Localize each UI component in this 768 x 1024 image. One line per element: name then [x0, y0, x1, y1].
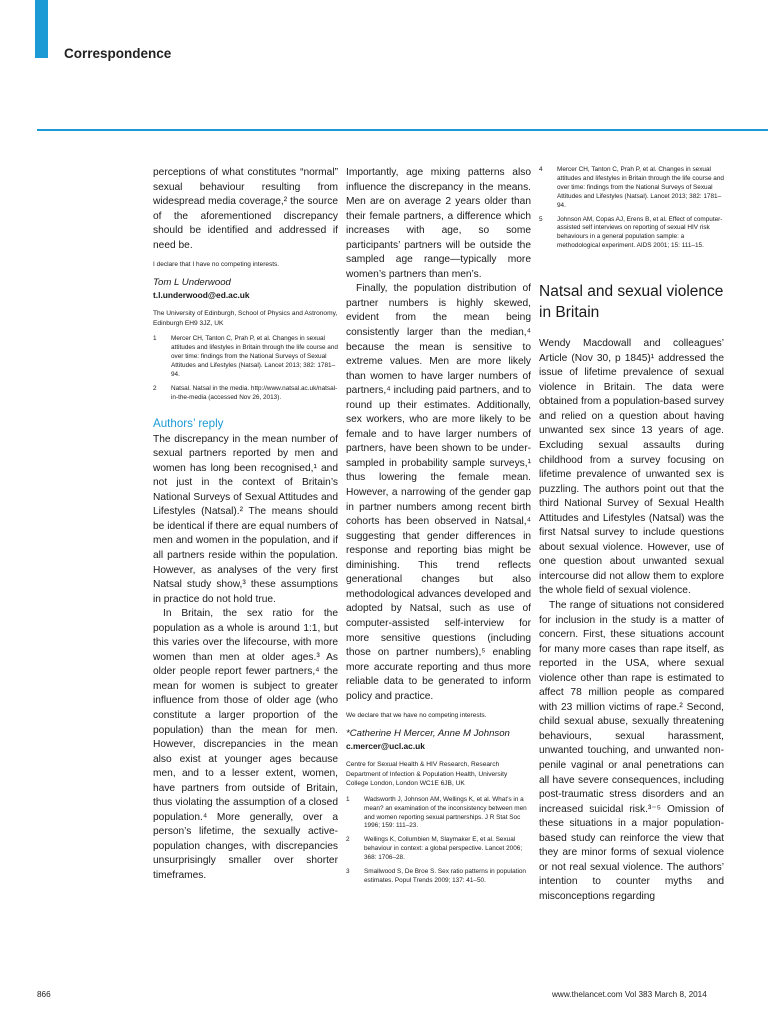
body-paragraph: perceptions of what constitutes “normal” sexual behaviour resulting from widespread media coverage,² the source of the aforementioned discrepancy should be identified and addressed if need be.: [153, 167, 338, 251]
reference-item: 3 Smallwood S, De Broe S. Sex ratio patterns in population estimates. Popul Trends 2009; 137: 41–50.: [346, 868, 526, 884]
reference-item: 1 Mercer CH, Tanton C, Prah P, et al. Changes in sexual attitudes and lifestyles in Britain through the life course and over time: findings from the National Surveys of Sexual Attitudes and Lifestyles (Natsal). Lancet 2013; 382: 1781–94.: [153, 335, 338, 378]
header-rule: [37, 129, 768, 131]
body-paragraph: Wendy Macdowall and colleagues’ Article (Nov 30, p 1845)¹ addressed the issue of lifetime prevalence of sexual violence in Britain. The data were obtained from a population-based survey and relied on a question about having unwanted sex since 13 years of age. Excluding sexual assaults during childhood from a survey focusing on lifetime prevalence of unwanted sex is puzzling. The authors point out that the third National Survey of Sexual Health Attitudes and Lifestyles (Natsal) was the first Natsal survey to include questions about sexual violence. However, use of one question about unwanted sexual intercourse did not allow them to explore the whole field of sexual violence.: [539, 338, 724, 597]
column-3: [539, 166, 724, 904]
issue-date: March 8, 2014: [654, 990, 707, 999]
author-email[interactable]: t.l.underwood@ed.ac.uk: [153, 290, 250, 301]
body-paragraph: Importantly, age mixing patterns also influence the discrepancy in the means. Men are on average 2 years older than their female partners, a difference which increases with age, so some participants’ partners will be outside the sampled age range—typically more women’s partners than men’s.: [346, 167, 531, 280]
reply-heading: Authors’ reply: [153, 416, 224, 430]
body-paragraph: The discrepancy in the mean number of sexual partners reported by men and women has long been recognised,¹ and not just in the context of Britain’s National Surveys of Sexual Attitudes and Lifestyles (Natsal).² The means should be identical if there are equal numbers of men and women in the population, and if all partners reside within the population. However, as analyses of the very first Natsal study show,³ these assumptions in practice do not hold true.: [153, 433, 338, 605]
reference-list: [539, 166, 724, 251]
reference-item: 4 Mercer CH, Tanton C, Prah P, et al. Changes in sexual attitudes and lifestyles in Britain through the life course and over time: findings from the National Surveys of Sexual Attitudes and Lifestyles (Natsal). Lancet 2013; 382: 1781–94.: [539, 166, 724, 209]
author-names: *Catherine H Mercer, Anne M Johnson: [346, 728, 510, 740]
column-1: [153, 166, 338, 884]
competing-interests: I declare that I have no competing interests.: [153, 261, 280, 269]
competing-interests: We declare that we have no competing interests.: [346, 712, 487, 720]
letter-title: Natsal and sexual violence in Britain: [539, 283, 724, 322]
accent-bar: [35, 0, 48, 58]
reference-list: [346, 796, 531, 886]
author-email[interactable]: c.mercer@ucl.ac.uk: [346, 741, 425, 752]
journal-url[interactable]: www.thelancet.com: [552, 990, 623, 999]
author-affiliation: The University of Edinburgh, School of Physics and Astronomy, Edinburgh EH9 3JZ, UK: [153, 310, 338, 327]
body-paragraph: Finally, the population distribution of partner numbers is highly skewed, evident from the mean being consistently larger than the median,⁴ because the mean is sensitive to extreme values. Men are more likely than women to have larger numbers of partners,⁴ including paid partners, and to round up their estimates. Additionally, sex workers, who are more likely to be female and to have larger numbers of partners, have been shown to be under-sampled in probability sample surveys,¹ thus lowering the female mean. However, a narrowing of the gender gap in partner numbers among recent birth cohorts has been observed in Natsal,⁴ suggesting that gender differences in response and reporting bias might be diminishing. This trend reflects generational changes but also methodological advances developed and adopted by Natsal, such as use of computer-assisted self-interview for more sensitive questions (including those on partner numbers),⁵ enabling more accurate reporting and thus more reliable data to be generated to inform policy and practice.: [346, 283, 531, 702]
column-2: [346, 166, 531, 891]
reference-item: 5 Johnson AM, Copas AJ, Erens B, et al. Effect of computer-assisted self interviews on reporting of sexual HIV risk behaviours in a general population sample: a methodological experiment. AIDS 2001; 15: 111–15.: [539, 215, 723, 250]
reference-item: 1 Wadsworth J, Johnson AM, Wellings K, et al. What’s in a mean? an examination of the inconsistency between men and women reporting sexual partnerships. J R Stat Soc 1996; 159: 111–23.: [346, 795, 527, 830]
reference-item: 2 Natsal. Natsal in the media. http://www.natsal.ac.uk/natsal-in-the-media (accessed Nov 26, 2013).: [153, 384, 338, 401]
journal-footer: [552, 990, 707, 999]
journal-volume: Vol 383: [624, 990, 653, 999]
reference-list: [153, 335, 338, 402]
section-label: Correspondence: [64, 46, 172, 61]
body-paragraph: The range of situations not considered for inclusion in the study is a matter of concern. First, these situations account for many more cases than rape itself, as reported in the USA, where sexual violence other than rape is estimated to affect 78 million people as compared with 23 million victims of rape.² Second, child sexual abuse, sexually threatening behaviours, sexual harassment, unwanted touching, and unwanted non-penile vaginal or anal penetrations can all have severe consequences, including post-traumatic stress disorders and an increased suicidal risk.³⁻⁵ Omission of these situations in a major population-based study can reinforce the view that they are minor forms of sexual violence or not real sexual violence. The authors’ intention to counter myths and misconceptions regarding: [539, 600, 724, 902]
author-name: Tom L Underwood: [153, 277, 231, 289]
author-affiliation: Centre for Sexual Health & HIV Research, Research Department of Infection & Population Health, University College London, London WC1E 6JB, UK: [346, 761, 508, 788]
body-paragraph: In Britain, the sex ratio for the population as a whole is around 1:1, but this varies over the lifecourse, with more women than men at older ages.³ As older people report fewer partners,⁴ the mean for women is subject to greater influence from those of older age (who constitute a larger proportion of the population) than the mean for men. However, discrepancies in the mean also exist at younger ages because men, and to a lesser extent, women, have partners from outside of Britain, thus violating the assumption of a closed population.⁴ More generally, over a person’s lifetime, the sexually active-population changes, with discrepancies unsurprisingly smaller over shorter timeframes.: [153, 608, 338, 882]
reference-item: 2 Wellings K, Collumbien M, Slaymaker E, et al. Sexual behaviour in context: a global perspective. Lancet 2006; 368: 1706–28.: [346, 836, 523, 862]
page-number: 866: [37, 990, 51, 999]
